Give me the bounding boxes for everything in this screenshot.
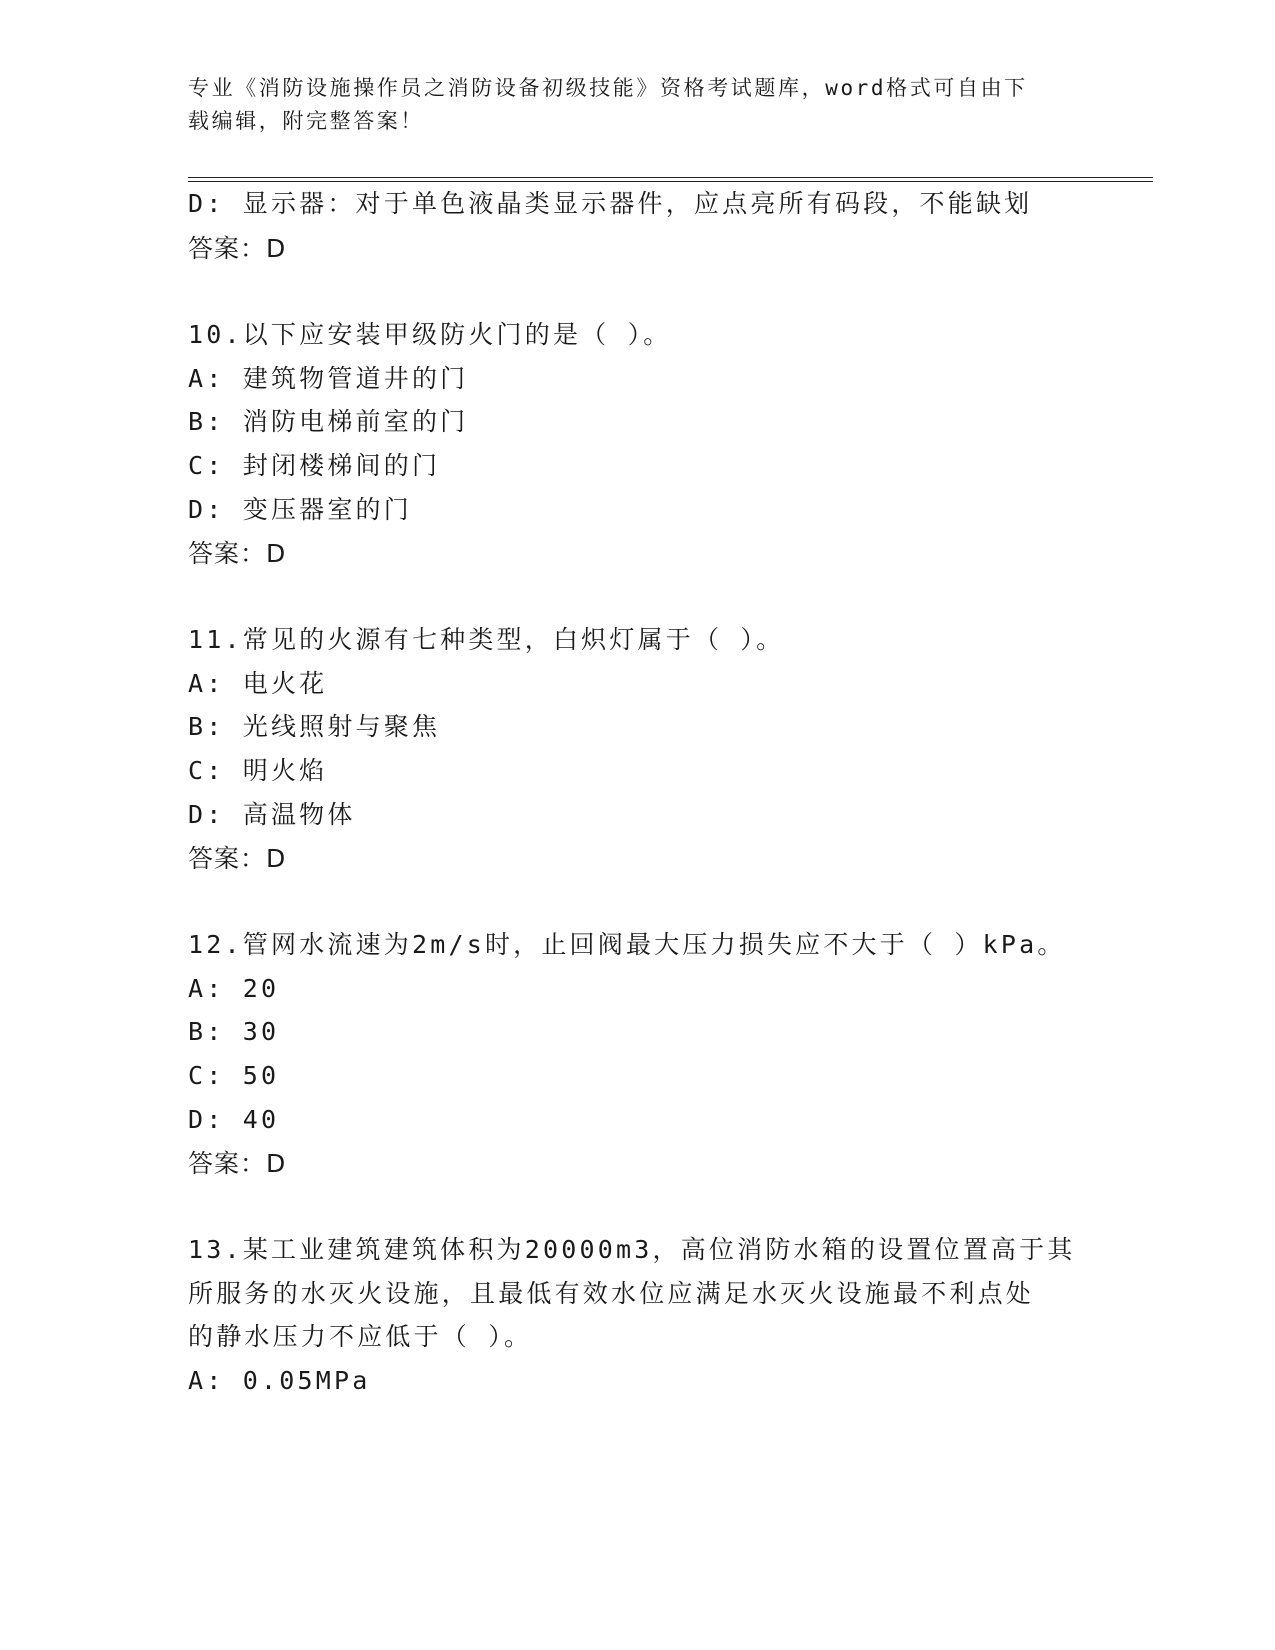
q13-stem-line-1: 13.某工业建筑建筑体积为20000m3，高位消防水箱的设置位置高于其	[188, 1235, 1076, 1264]
q10-option-a: A: 建筑物管道井的门	[188, 364, 469, 393]
q12-stem: 12.管网水流速为2m/s时，止回阀最大压力损失应不大于（ ）kPa。	[188, 930, 1066, 959]
q13-stem-line-3: 的静水压力不应低于（ ）。	[188, 1322, 533, 1351]
q11-stem: 11.常见的火源有七种类型，白炽灯属于（ ）。	[188, 625, 785, 654]
q10-option-d: D: 变压器室的门	[188, 495, 412, 524]
q11-answer: 答案：D	[188, 844, 287, 873]
header-intro-line-1: 专业《消防设施操作员之消防设备初级技能》资格考试题库，word格式可自由下	[188, 76, 1028, 100]
document-header	[188, 72, 1068, 138]
q13-option-a: A: 0.05MPa	[188, 1366, 371, 1395]
q11-option-a: A: 电火花	[188, 669, 328, 698]
q10-stem: 10.以下应安装甲级防火门的是（ ）。	[188, 320, 672, 349]
q12-option-a: A: 20	[188, 974, 280, 1003]
q10-answer: 答案：D	[188, 539, 287, 568]
q12-option-d: D: 40	[188, 1105, 280, 1134]
q12-option-c: C: 50	[188, 1061, 280, 1090]
q11-option-b: B: 光线照射与聚焦	[188, 712, 441, 741]
q9-option-d: D: 显示器：对于单色液晶类显示器件，应点亮所有码段，不能缺划	[188, 189, 1033, 218]
q10-option-c: C: 封闭楼梯间的门	[188, 451, 441, 480]
q11-option-d: D: 高温物体	[188, 800, 356, 829]
header-divider-bottom	[188, 181, 1153, 182]
header-intro-line-2: 载编辑，附完整答案！	[188, 109, 424, 133]
q12-option-b: B: 30	[188, 1017, 280, 1046]
q9-answer: 答案：D	[188, 234, 287, 263]
q13-stem-line-2: 所服务的水灭火设施，且最低有效水位应满足水灭火设施最不利点处	[188, 1279, 1035, 1308]
q11-option-c: C: 明火焰	[188, 756, 328, 785]
q12-answer: 答案：D	[188, 1149, 287, 1178]
header-divider-top	[188, 177, 1153, 178]
q10-option-b: B: 消防电梯前室的门	[188, 407, 469, 436]
